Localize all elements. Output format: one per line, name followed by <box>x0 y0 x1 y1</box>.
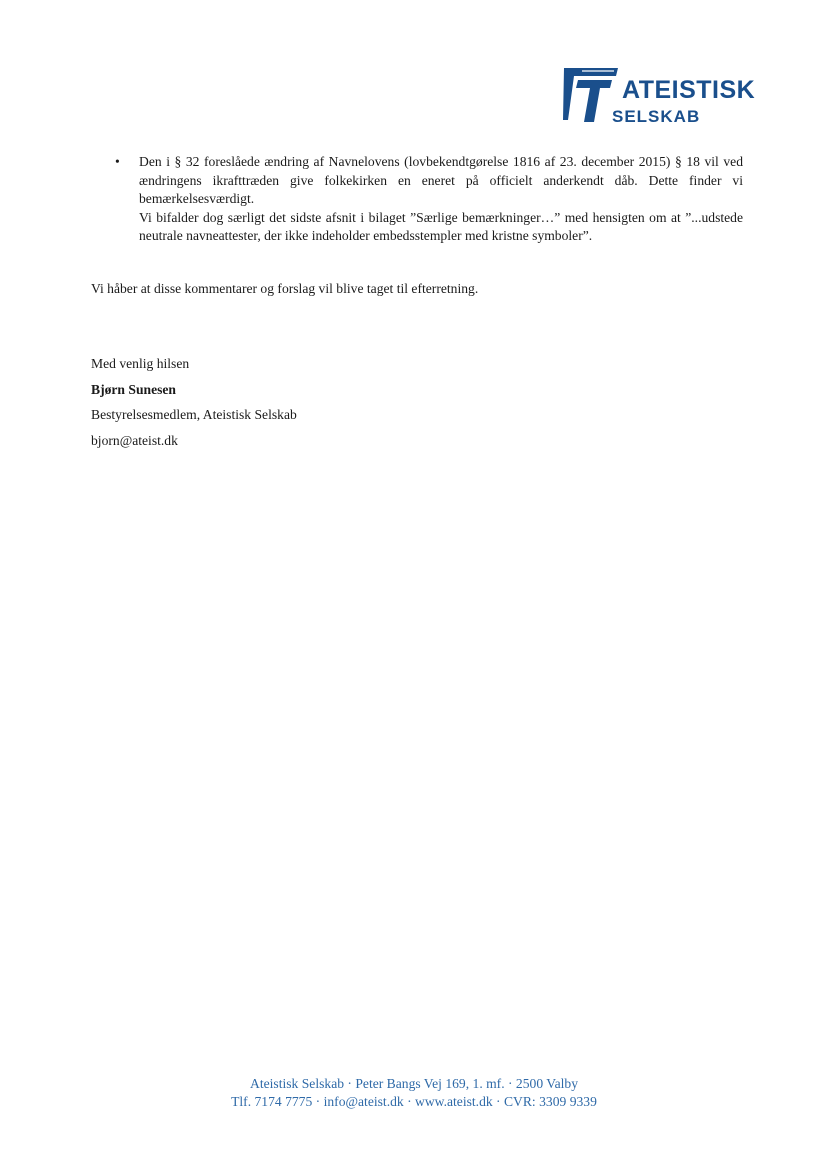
signature-block <box>91 351 297 453</box>
logo-text-selskab: SELSKAB <box>612 107 701 126</box>
footer-address: Ateistisk Selskab · Peter Bangs Vej 169, 1. mf. · 2500 Valby <box>250 1076 578 1091</box>
bullet-paragraph-1: Den i § 32 foreslåede ændring af Navnelovens (lovbekendtgørelse 1816 af 23. december 2015) § 18 vil ved ændringens ikrafttræden give folkekirken en eneret på officielt anderkendt dåb. Dette finder vi bemærkelsesværdigt. <box>139 154 743 206</box>
bullet-text <box>139 153 743 246</box>
footer-contact: Tlf. 7174 7775 · info@ateist.dk · www.ateist.dk · CVR: 3309 9339 <box>231 1094 597 1109</box>
signature-title: Bestyrelsesmedlem, Ateistisk Selskab <box>91 407 297 422</box>
bullet-paragraph-2: Vi bifalder dog særligt det sidste afsnit i bilaget ”Særlige bemærkninger…” med hensigten om at ”...udstede neutrale navneattester, der ikke indeholder embedsstempler med kristne symboler”. <box>139 209 743 243</box>
closing-paragraph: Vi håber at disse kommentarer og forslag vil blive taget til efterretning. <box>91 281 479 296</box>
page-footer <box>0 1075 828 1111</box>
ateistisk-selskab-logo <box>560 62 756 126</box>
signature-email: bjorn@ateist.dk <box>91 432 178 448</box>
bullet-list-item <box>115 153 743 246</box>
bullet-marker: • <box>115 154 120 169</box>
signature-greeting: Med venlig hilsen <box>91 356 190 371</box>
signature-name: Bjørn Sunesen <box>91 381 176 397</box>
logo-text-ateistisk: ATEISTISK <box>622 76 756 104</box>
